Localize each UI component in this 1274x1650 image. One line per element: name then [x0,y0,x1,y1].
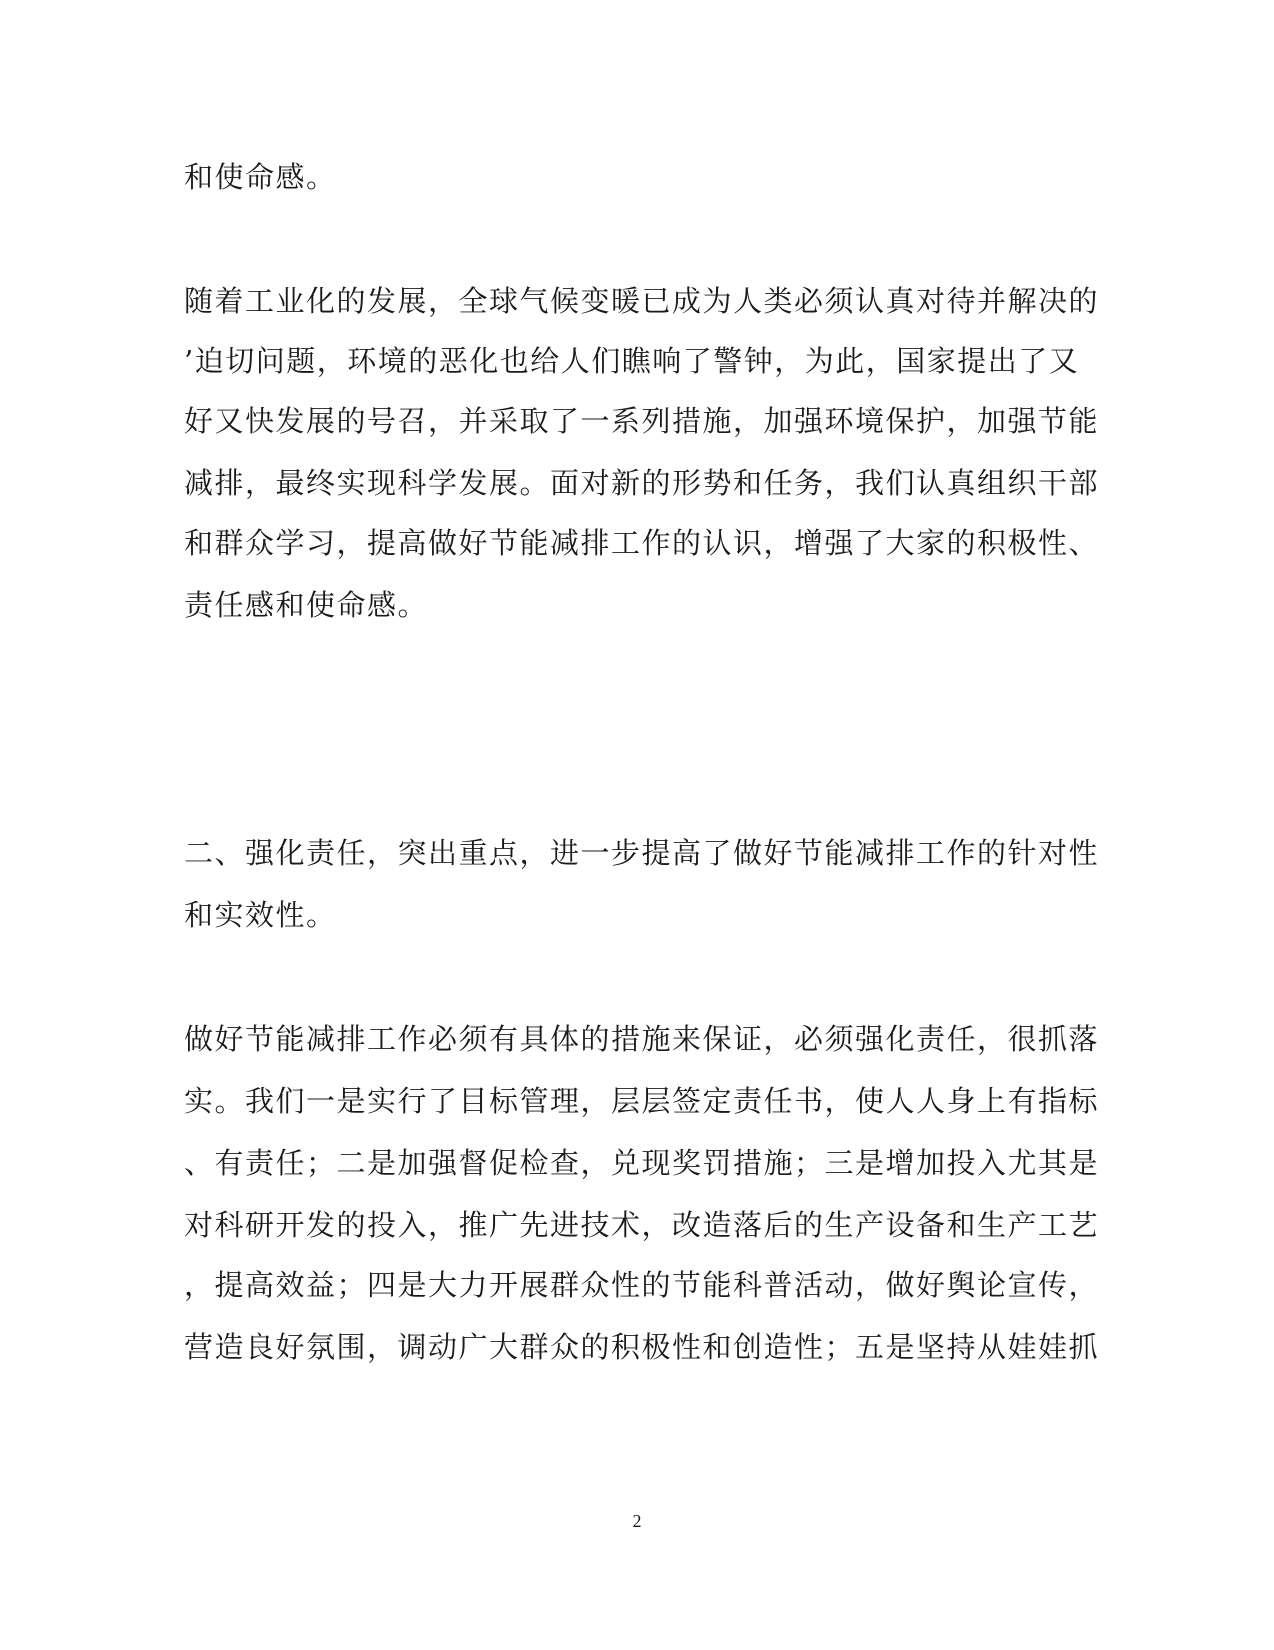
text-line: 减排，最终实现科学发展。面对新的形势和任务，我们认真组织干部 [184,466,1100,500]
text-line: 实。我们一是实行了目标管理，层层签定责任书，使人人身上有指标 [184,1084,1100,1118]
text-line: 责任感和使命感。 [184,588,429,622]
text-line: 好又快发展的号召，并采取了一系列措施，加强环境保护，加强节能 [184,404,1100,438]
page-number: 2 [632,1511,642,1531]
text-line: 对科研开发的投入，推广先进技术，改造落后的生产设备和生产工艺 [184,1208,1100,1242]
text-line: ’迫切问题，环境的恶化也给人们瞧响了警钟，为此，国家提出了又 [184,344,1080,378]
text-line: 和群众学习，提高做好节能减排工作的认识，增强了大家的积极性、 [184,526,1100,560]
text-line: 和实效性。 [184,898,337,932]
text-line: 做好节能减排工作必须有具体的措施来保证，必须强化责任，很抓落 [184,1022,1100,1056]
text-line: ，提高效益；四是大力开展群众性的节能科普活动，做好舆论宣传， [184,1268,1100,1302]
text-line: 和使命感。 [184,160,337,194]
text-line: 、有责任；二是加强督促检查，兑现奖罚措施；三是增加投入尤其是 [184,1146,1100,1180]
text-line: 随着工业化的发展，全球气候变暖已成为人类必须认真对待并解决的 [184,284,1100,318]
text-line: 营造良好氛围，调动广大群众的积极性和创造性；五是坚持从娃娃抓 [184,1330,1100,1364]
text-line: 二、强化责任，突出重点，进一步提高了做好节能减排工作的针对性 [184,836,1100,870]
